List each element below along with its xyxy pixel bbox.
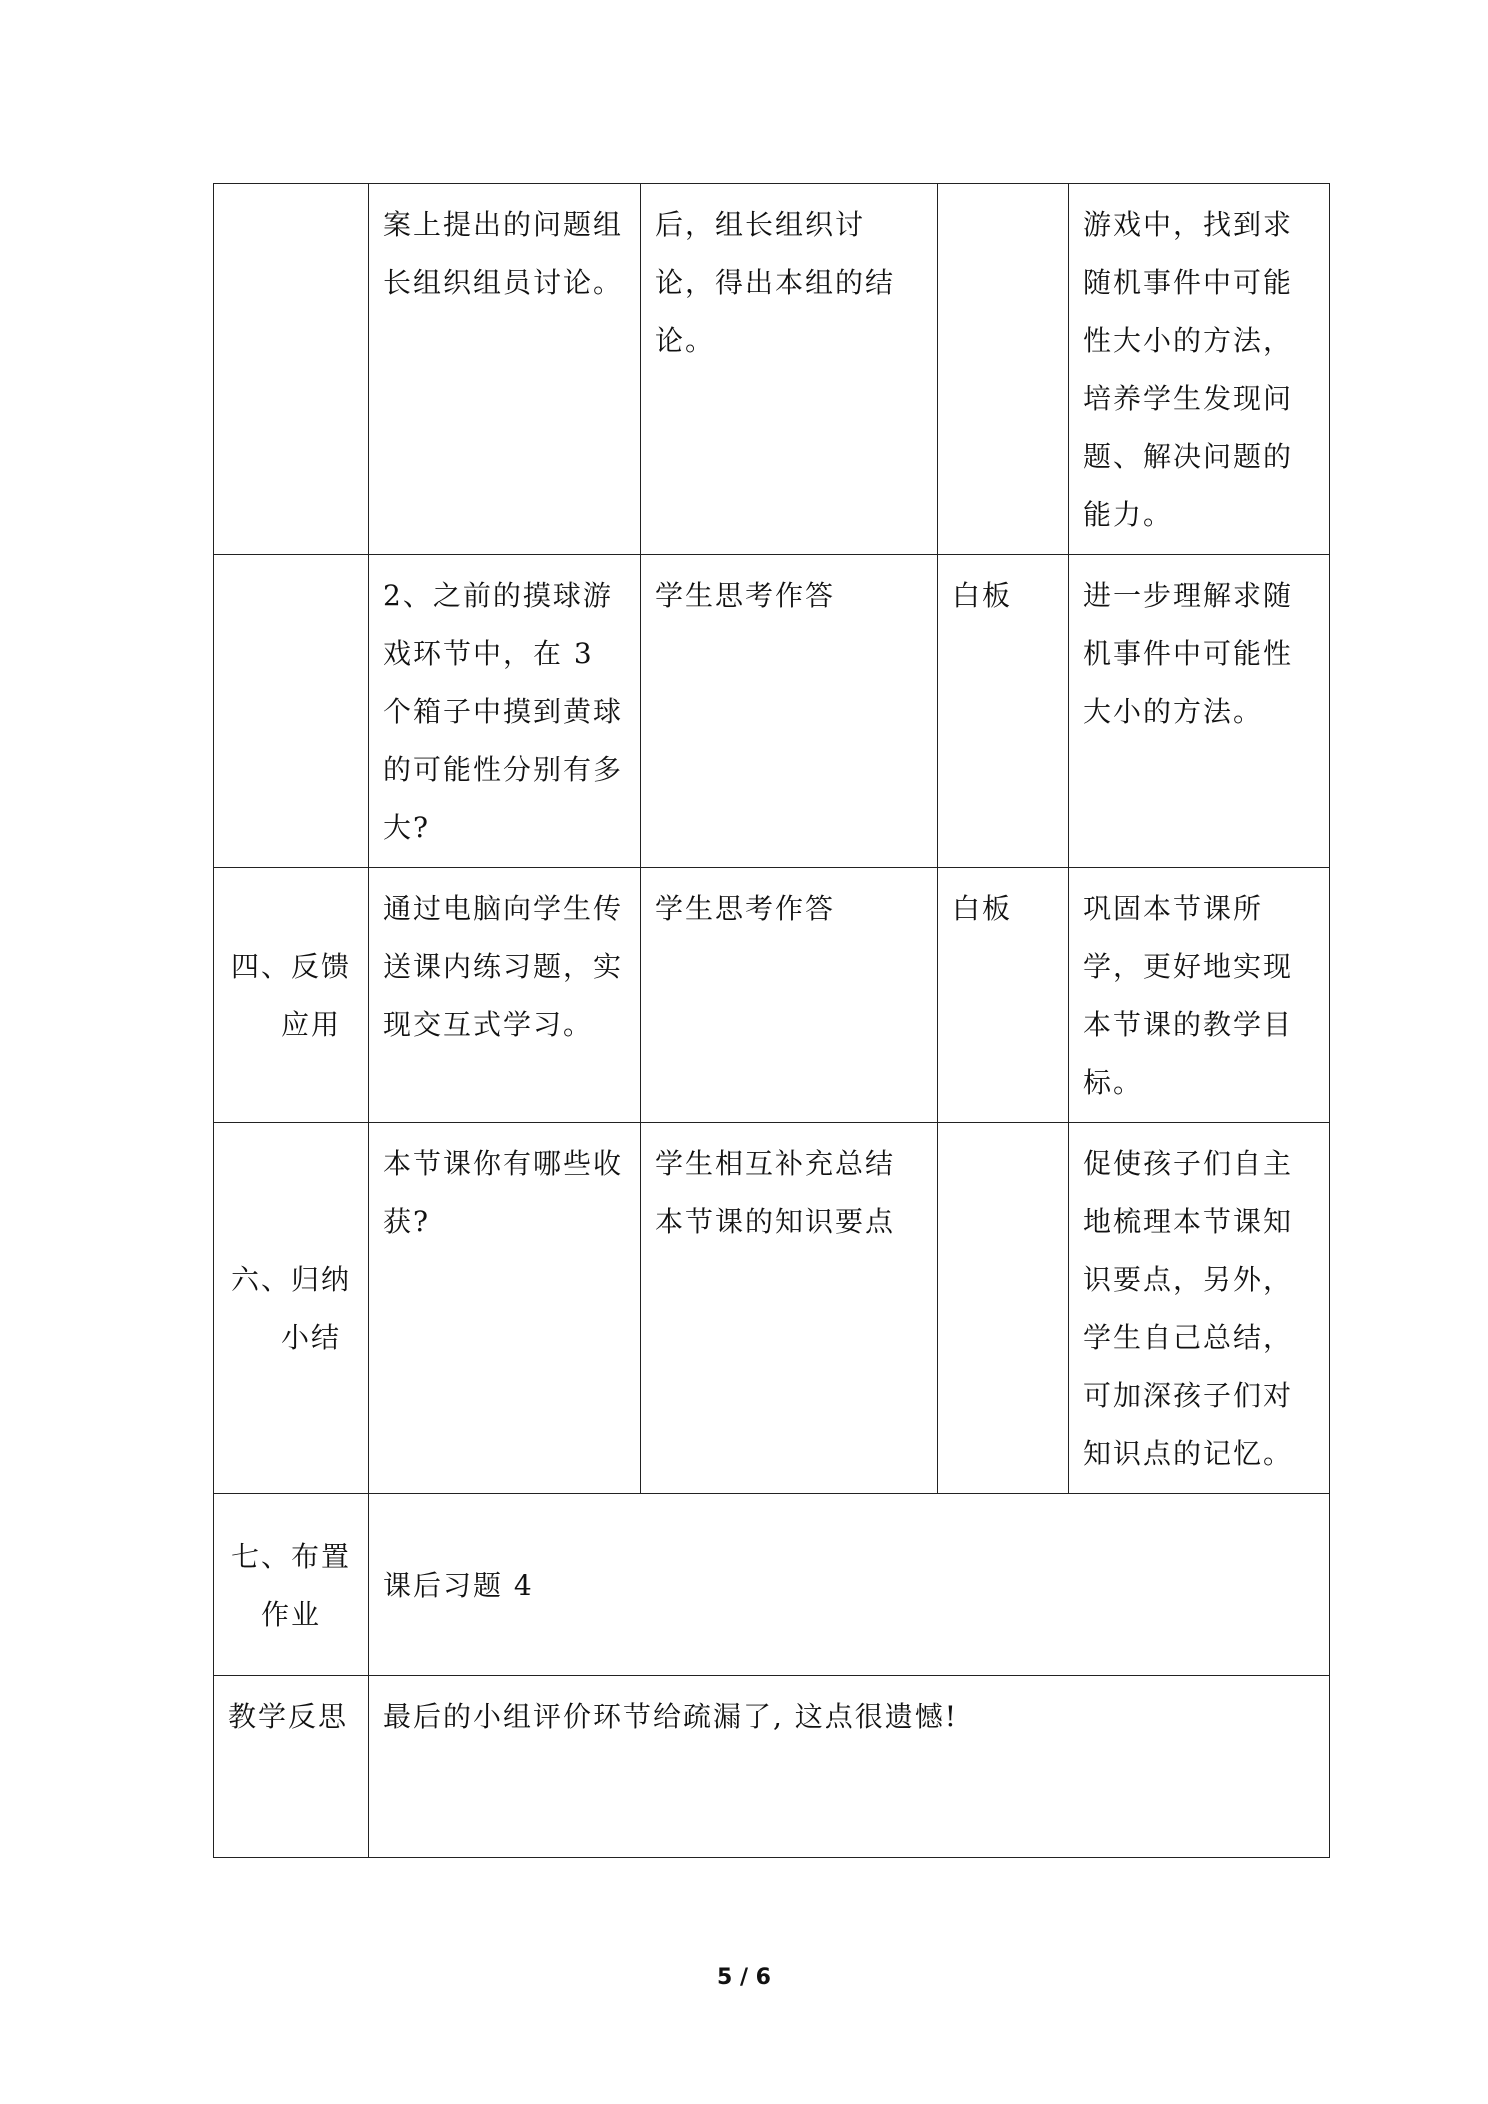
homework-row — [214, 1494, 1330, 1676]
homework-content: 课后习题 4 — [369, 1494, 1330, 1676]
media-cell — [938, 1123, 1069, 1494]
reflection-row — [214, 1676, 1330, 1858]
stage-label: 应用 — [280, 1008, 341, 1041]
stage-label: 作业 — [260, 1597, 321, 1631]
teacher-activity-cell: 通过电脑向学生传送课内练习题，实现交互式学习。 — [369, 868, 641, 1123]
student-activity-cell: 学生思考作答 — [641, 555, 938, 868]
media-cell: 白板 — [938, 555, 1069, 868]
teacher-activity-cell: 本节课你有哪些收获? — [369, 1123, 641, 1494]
stage-label: 四、反馈 — [230, 950, 351, 983]
table-row — [214, 1123, 1330, 1494]
design-intent-cell: 促使孩子们自主地梳理本节课知识要点，另外，学生自己总结，可加深孩子们对知识点的记忆。 — [1069, 1123, 1330, 1494]
student-activity-cell: 后，组长组织讨论，得出本组的结论。 — [641, 184, 938, 555]
media-cell: 白板 — [938, 868, 1069, 1123]
student-activity-cell: 学生思考作答 — [641, 868, 938, 1123]
stage-label: 七、布置 — [230, 1539, 351, 1573]
teacher-activity-cell: 2、之前的摸球游戏环节中，在 3 个箱子中摸到黄球的可能性分别有多大? — [369, 555, 641, 868]
design-intent-cell: 进一步理解求随机事件中可能性大小的方法。 — [1069, 555, 1330, 868]
lesson-plan-table — [213, 183, 1330, 1858]
table-row — [214, 184, 1330, 555]
stage-cell — [214, 1494, 369, 1676]
stage-cell — [214, 184, 369, 555]
stage-label: 六、归纳 — [230, 1263, 351, 1296]
stage-cell — [214, 868, 369, 1123]
table-row — [214, 868, 1330, 1123]
page-number: 5 / 6 — [717, 1965, 771, 1990]
table-row — [214, 555, 1330, 868]
student-activity-cell: 学生相互补充总结本节课的知识要点 — [641, 1123, 938, 1494]
reflection-label: 教学反思 — [214, 1676, 369, 1858]
media-cell — [938, 184, 1069, 555]
reflection-content: 最后的小组评价环节给疏漏了, 这点很遗憾! — [369, 1676, 1330, 1858]
stage-label: 小结 — [280, 1321, 341, 1354]
stage-cell — [214, 1123, 369, 1494]
teacher-activity-cell: 案上提出的问题组长组织组员讨论。 — [369, 184, 641, 555]
design-intent-cell: 游戏中，找到求随机事件中可能性大小的方法，培养学生发现问题、解决问题的能力。 — [1069, 184, 1330, 555]
design-intent-cell: 巩固本节课所学，更好地实现本节课的教学目标。 — [1069, 868, 1330, 1123]
stage-cell — [214, 555, 369, 868]
